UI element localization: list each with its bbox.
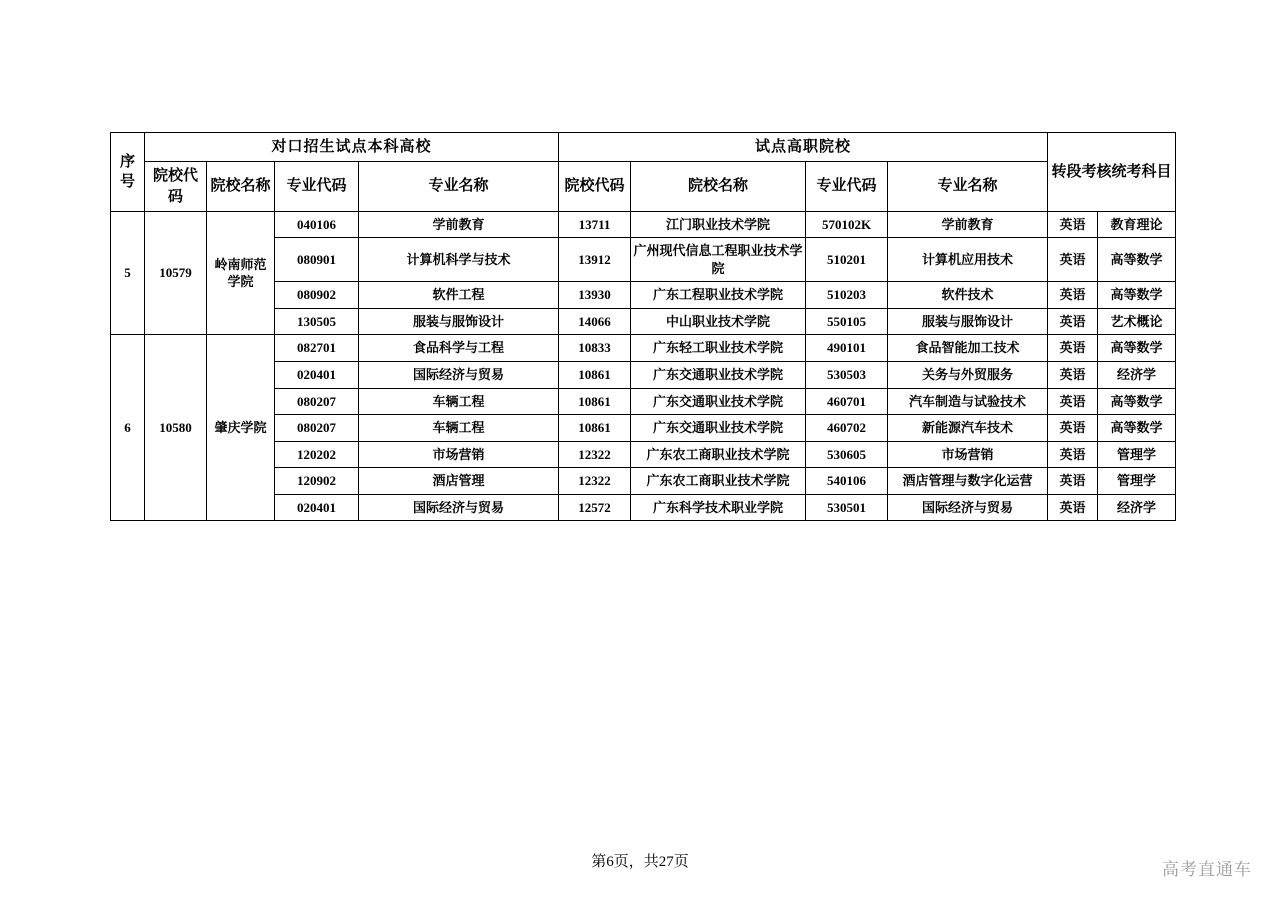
cell-major-name: 酒店管理 [359,468,559,495]
cell-exam-subject-1: 英语 [1048,362,1098,389]
cell-vocational-major-code: 510203 [806,282,888,309]
header-group-undergrad: 对口招生试点本科高校 [145,133,559,162]
header-group-vocational: 试点高职院校 [559,133,1048,162]
cell-vocational-code: 10861 [559,388,631,415]
cell-vocational-major-code: 530503 [806,362,888,389]
table-header [111,133,1176,212]
cell-major-name: 服装与服饰设计 [359,308,559,335]
cell-exam-subject-1: 英语 [1048,335,1098,362]
cell-major-code: 040106 [275,211,359,238]
header-group-exam: 转段考核统考科目 [1048,133,1176,212]
cell-vocational-name: 广州现代信息工程职业技术学院 [631,238,806,282]
cell-vocational-code: 10861 [559,415,631,442]
cell-vocational-major-code: 530501 [806,494,888,521]
cell-vocational-name: 广东轻工职业技术学院 [631,335,806,362]
cell-exam-subject-1: 英语 [1048,308,1098,335]
cell-vocational-code: 14066 [559,308,631,335]
watermark-label: 高考直通车 [1162,860,1252,879]
cell-major-name: 车辆工程 [359,415,559,442]
table-row [111,211,1176,238]
cell-vocational-major-name: 计算机应用技术 [888,238,1048,282]
cell-vocational-code: 13711 [559,211,631,238]
cell-vocational-major-name: 关务与外贸服务 [888,362,1048,389]
header-major-name: 专业名称 [359,162,559,212]
cell-vocational-name: 广东交通职业技术学院 [631,362,806,389]
cell-vocational-major-code: 530605 [806,441,888,468]
cell-vocational-name: 江门职业技术学院 [631,211,806,238]
cell-vocational-major-code: 550105 [806,308,888,335]
cell-major-code: 120902 [275,468,359,495]
cell-exam-subject-2: 高等数学 [1098,388,1176,415]
cell-vocational-major-code: 460701 [806,388,888,415]
table-row [111,335,1176,362]
table-header-row-sub [111,162,1176,212]
cell-university-name: 肇庆学院 [207,335,275,521]
cell-university-code: 10580 [145,335,207,521]
cell-major-code: 080207 [275,415,359,442]
cell-exam-subject-2: 经济学 [1098,494,1176,521]
cell-vocational-code: 13912 [559,238,631,282]
cell-vocational-name: 广东农工商职业技术学院 [631,441,806,468]
cell-exam-subject-1: 英语 [1048,211,1098,238]
cell-major-name: 车辆工程 [359,388,559,415]
cell-exam-subject-2: 教育理论 [1098,211,1176,238]
cell-vocational-major-name: 服装与服饰设计 [888,308,1048,335]
cell-major-code: 080902 [275,282,359,309]
cell-vocational-name: 广东交通职业技术学院 [631,415,806,442]
cell-vocational-major-name: 学前教育 [888,211,1048,238]
header-major-code: 专业代码 [275,162,359,212]
cell-vocational-major-name: 食品智能加工技术 [888,335,1048,362]
cell-vocational-code: 12322 [559,468,631,495]
header-vocational-major-code: 专业代码 [806,162,888,212]
table-header-row-groups [111,133,1176,162]
cell-vocational-name: 广东交通职业技术学院 [631,388,806,415]
cell-major-code: 120202 [275,441,359,468]
table-body [111,211,1176,521]
cell-exam-subject-2: 管理学 [1098,441,1176,468]
cell-exam-subject-2: 高等数学 [1098,335,1176,362]
articulation-table [110,132,1176,521]
cell-vocational-major-name: 国际经济与贸易 [888,494,1048,521]
cell-exam-subject-1: 英语 [1048,468,1098,495]
cell-exam-subject-1: 英语 [1048,388,1098,415]
cell-vocational-name: 广东农工商职业技术学院 [631,468,806,495]
cell-vocational-major-code: 570102K [806,211,888,238]
cell-major-name: 食品科学与工程 [359,335,559,362]
cell-vocational-major-code: 540106 [806,468,888,495]
cell-exam-subject-2: 经济学 [1098,362,1176,389]
cell-vocational-major-code: 460702 [806,415,888,442]
cell-major-code: 020401 [275,494,359,521]
cell-vocational-code: 10833 [559,335,631,362]
cell-vocational-major-name: 新能源汽车技术 [888,415,1048,442]
cell-major-name: 软件工程 [359,282,559,309]
cell-vocational-name: 广东工程职业技术学院 [631,282,806,309]
header-vocational-major-name: 专业名称 [888,162,1048,212]
cell-exam-subject-2: 高等数学 [1098,238,1176,282]
cell-major-code: 020401 [275,362,359,389]
cell-major-code: 130505 [275,308,359,335]
cell-exam-subject-1: 英语 [1048,238,1098,282]
cell-vocational-code: 12322 [559,441,631,468]
cell-university-name: 岭南师范学院 [207,211,275,335]
cell-vocational-code: 12572 [559,494,631,521]
page-footer: 第6页，共27页 [591,854,689,870]
cell-major-name: 国际经济与贸易 [359,494,559,521]
cell-major-name: 学前教育 [359,211,559,238]
cell-exam-subject-1: 英语 [1048,441,1098,468]
cell-vocational-code: 13930 [559,282,631,309]
cell-exam-subject-2: 高等数学 [1098,415,1176,442]
cell-exam-subject-1: 英语 [1048,494,1098,521]
cell-exam-subject-2: 艺术概论 [1098,308,1176,335]
cell-university-code: 10579 [145,211,207,335]
cell-vocational-major-code: 510201 [806,238,888,282]
cell-exam-subject-2: 管理学 [1098,468,1176,495]
cell-vocational-name: 广东科学技术职业学院 [631,494,806,521]
cell-seq: 5 [111,211,145,335]
cell-seq: 6 [111,335,145,521]
cell-major-name: 市场营销 [359,441,559,468]
cell-vocational-major-code: 490101 [806,335,888,362]
cell-vocational-major-name: 酒店管理与数字化运营 [888,468,1048,495]
header-vocational-name: 院校名称 [631,162,806,212]
cell-major-code: 080901 [275,238,359,282]
cell-vocational-name: 中山职业技术学院 [631,308,806,335]
articulation-table-container [110,132,1170,521]
header-seq: 序号 [111,133,145,212]
cell-major-code: 080207 [275,388,359,415]
header-university-code: 院校代码 [145,162,207,212]
cell-exam-subject-2: 高等数学 [1098,282,1176,309]
cell-major-name: 国际经济与贸易 [359,362,559,389]
cell-vocational-code: 10861 [559,362,631,389]
header-university-name: 院校名称 [207,162,275,212]
header-vocational-code: 院校代码 [559,162,631,212]
cell-exam-subject-1: 英语 [1048,282,1098,309]
cell-major-code: 082701 [275,335,359,362]
cell-major-name: 计算机科学与技术 [359,238,559,282]
cell-vocational-major-name: 市场营销 [888,441,1048,468]
cell-vocational-major-name: 汽车制造与试验技术 [888,388,1048,415]
cell-vocational-major-name: 软件技术 [888,282,1048,309]
cell-exam-subject-1: 英语 [1048,415,1098,442]
